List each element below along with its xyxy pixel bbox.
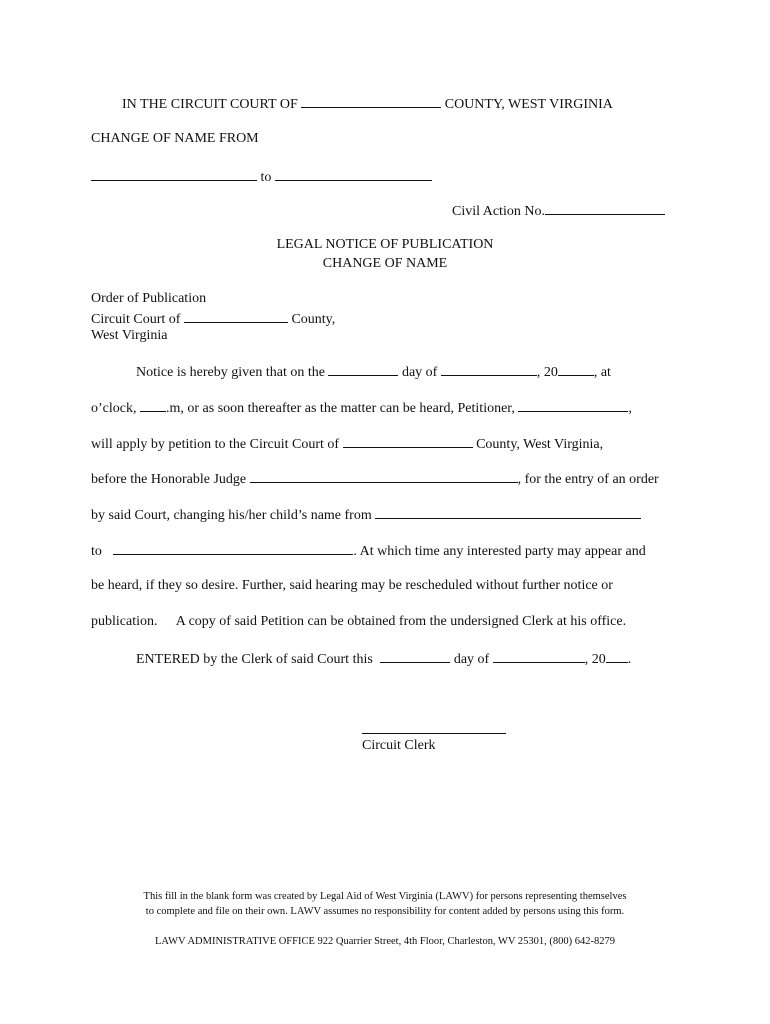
west-virginia-label: West Virginia bbox=[91, 328, 168, 343]
entered-year-field[interactable] bbox=[606, 649, 628, 663]
year-prefix-text: , 20 bbox=[536, 365, 558, 380]
court-caption-line bbox=[122, 94, 613, 113]
circuit-clerk-label: Circuit Clerk bbox=[362, 738, 436, 753]
footer-disclaimer-line1: This fill in the blank form was created by Legal Aid of West Virginia (LAWV) for persons representing themselves bbox=[143, 891, 627, 902]
former-name-field[interactable] bbox=[91, 167, 257, 181]
footer-disclaimer-line2: to complete and file on their own. LAWV assumes no responsibility for content added by persons using this form. bbox=[145, 906, 625, 917]
order-county-field[interactable] bbox=[184, 309, 288, 323]
order-of-publication: Order of Publication bbox=[91, 291, 207, 306]
new-name-field[interactable] bbox=[275, 167, 432, 181]
body-line-2 bbox=[91, 398, 632, 417]
petitioner-text: .m, or as soon thereafter as the matter can be heard, Petitioner, bbox=[165, 401, 515, 416]
notice-given-text: Notice is hereby given that on the bbox=[136, 365, 325, 380]
civil-action-number-field[interactable] bbox=[545, 201, 665, 215]
copy-of-petition-text: A copy of said Petition can be obtained from the undersigned Clerk at his office. bbox=[175, 614, 627, 629]
entered-day-field[interactable] bbox=[380, 649, 450, 663]
at-text: , at bbox=[593, 365, 611, 380]
body-line-4 bbox=[91, 469, 659, 488]
clerk-signature-line[interactable] bbox=[362, 733, 506, 734]
comma-text: , bbox=[628, 401, 632, 416]
entry-of-order-text: , for the entry of an order bbox=[517, 472, 659, 487]
county-west-virginia-text: County, West Virginia, bbox=[476, 437, 604, 452]
circuit-court-county-line bbox=[91, 309, 335, 328]
body-line-6 bbox=[91, 541, 646, 560]
petition-county-field[interactable] bbox=[343, 434, 473, 448]
circuit-court-suffix: County, bbox=[291, 312, 336, 327]
to-label: to bbox=[260, 170, 272, 185]
notice-heading-line2: CHANGE OF NAME bbox=[322, 256, 448, 271]
circuit-court-prefix: Circuit Court of bbox=[91, 312, 181, 327]
honorable-judge-text: before the Honorable Judge bbox=[91, 472, 247, 487]
footer-office-address: LAWV ADMINISTRATIVE OFFICE 922 Quarrier Street, 4th Floor, Charleston, WV 25301, (800) 642-8279 bbox=[154, 936, 616, 947]
civil-action-label: Civil Action No. bbox=[452, 204, 545, 219]
hearing-month-field[interactable] bbox=[441, 362, 537, 376]
oclock-text: o’clock, bbox=[91, 401, 137, 416]
court-caption-suffix: COUNTY, WEST VIRGINIA bbox=[444, 97, 613, 112]
entered-month-field[interactable] bbox=[493, 649, 585, 663]
entered-day-of-text: day of bbox=[453, 652, 490, 667]
notice-heading-line1: LEGAL NOTICE OF PUBLICATION bbox=[276, 237, 494, 252]
entered-year-prefix: , 20 bbox=[584, 652, 606, 667]
changing-name-text: by said Court, changing his/her child’s name from bbox=[91, 508, 372, 523]
petitioner-name-field[interactable] bbox=[518, 398, 628, 412]
interested-party-text: . At which time any interested party may appear and bbox=[353, 544, 646, 559]
county-name-field[interactable] bbox=[301, 94, 441, 108]
body-line-5 bbox=[91, 505, 641, 524]
judge-name-field[interactable] bbox=[250, 469, 518, 483]
publication-text: publication. bbox=[91, 614, 158, 629]
court-caption-prefix: IN THE CIRCUIT COURT OF bbox=[122, 97, 298, 112]
entered-by-clerk-text: ENTERED by the Clerk of said Court this bbox=[136, 652, 373, 667]
body-line-1 bbox=[136, 362, 611, 381]
civil-action-line bbox=[452, 201, 665, 220]
body-line-3 bbox=[91, 434, 603, 453]
entered-line bbox=[136, 649, 631, 668]
body-line-7: be heard, if they so desire. Further, said hearing may be rescheduled without further notice or bbox=[91, 578, 613, 593]
entered-period: . bbox=[627, 652, 632, 667]
change-of-name-from: CHANGE OF NAME FROM bbox=[91, 131, 259, 146]
child-new-name-field[interactable] bbox=[113, 541, 353, 555]
to-text: to bbox=[91, 544, 102, 559]
apply-by-petition-text: will apply by petition to the Circuit Court of bbox=[91, 437, 340, 452]
body-line-8 bbox=[91, 613, 626, 630]
name-change-line bbox=[91, 167, 432, 186]
day-of-text: day of bbox=[401, 365, 438, 380]
hearing-year-field[interactable] bbox=[558, 362, 594, 376]
am-pm-field[interactable] bbox=[140, 398, 166, 412]
child-current-name-field[interactable] bbox=[375, 505, 641, 519]
hearing-day-field[interactable] bbox=[328, 362, 398, 376]
